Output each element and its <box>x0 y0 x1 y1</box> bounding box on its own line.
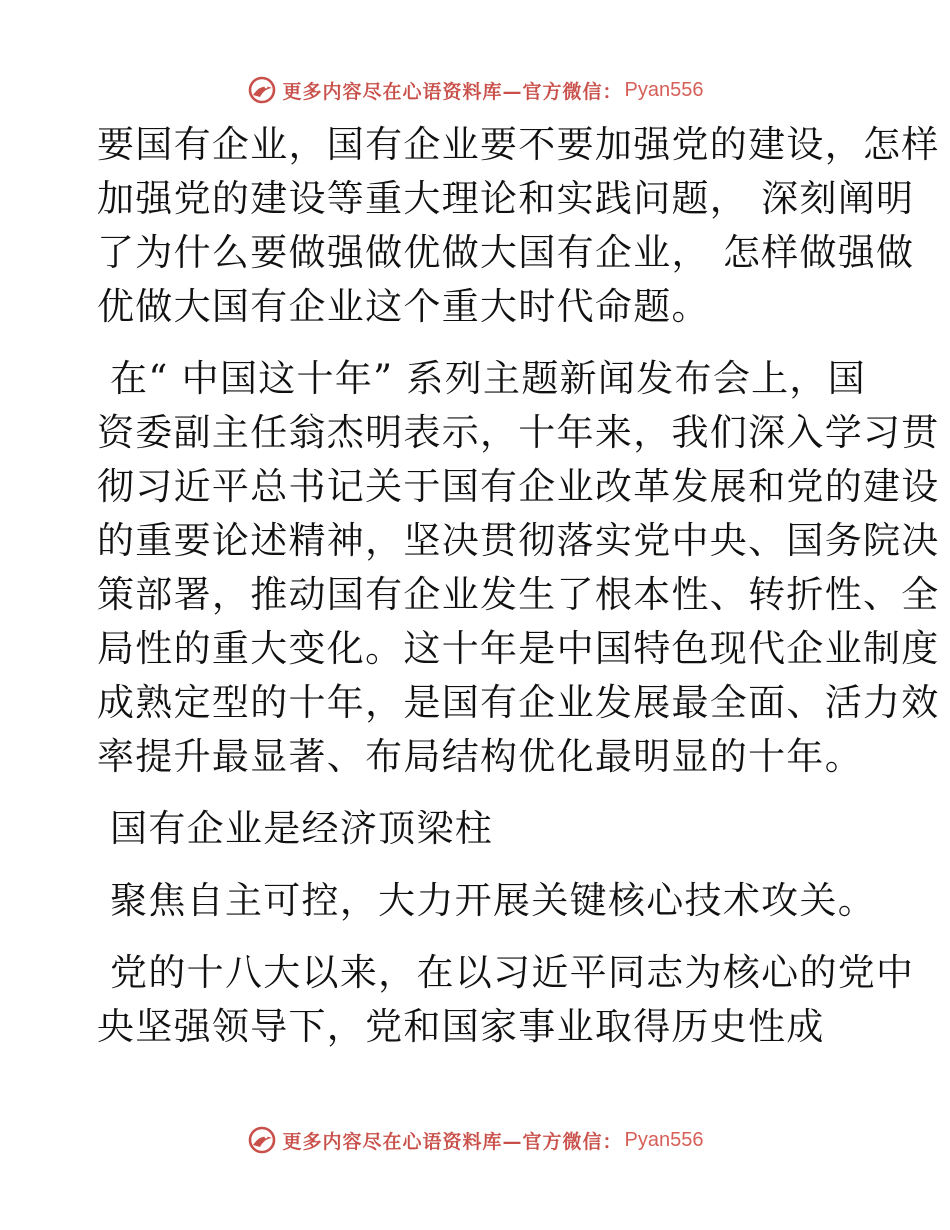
text-line: 国有企业是经济顶梁柱 <box>97 807 494 850</box>
text-line: 优做大国有企业这个重大时代命题。 <box>97 285 710 328</box>
text-line: 局性的重大变化。这十年是中国特色现代企业制度 <box>97 627 940 670</box>
footer-banner <box>0 1120 950 1160</box>
section-heading <box>97 802 857 856</box>
paragraph <box>97 946 915 1054</box>
fish-circle-icon <box>247 1125 277 1155</box>
text-line: 在“ 中国这十年” 系列主题新闻发布会上，国 <box>97 357 867 400</box>
banner-wechat-id: Pyan556 <box>624 78 704 101</box>
text-line: 策部署，推动国有企业发生了根本性、转折性、全 <box>97 573 940 616</box>
text-line: 了为什么要做强做优做大国有企业， 怎样做强做 <box>97 231 915 274</box>
text-line: 成熟定型的十年，是国有企业发展最全面、活力效 <box>97 681 940 724</box>
text-line: 的重要论述精神，坚决贯彻落实党中央、国务院决 <box>97 519 940 562</box>
header-banner <box>0 70 950 110</box>
banner-text: 更多内容尽在心语资料库—官方微信： <box>282 80 623 103</box>
paragraph <box>97 118 940 334</box>
text-line: 率提升最显著、布局结构优化最明显的十年。 <box>97 735 863 778</box>
text-line: 党的十八大以来，在以习近平同志为核心的党中 <box>97 951 915 994</box>
banner-text: 更多内容尽在心语资料库—官方微信： <box>282 1130 623 1153</box>
text-line: 央坚强领导下，党和国家事业取得历史性成 <box>97 1005 825 1048</box>
text-line: 要国有企业，国有企业要不要加强党的建设，怎样 <box>97 123 940 166</box>
banner-wechat-id: Pyan556 <box>624 1128 704 1151</box>
paragraph <box>97 874 877 928</box>
text-line: 聚焦自主可控，大力开展关键核心技术攻关。 <box>97 879 877 922</box>
text-line: 资委副主任翁杰明表示，十年来，我们深入学习贯 <box>97 411 940 454</box>
paragraph <box>97 352 940 784</box>
document-body <box>97 118 940 1072</box>
fish-circle-icon <box>247 75 277 105</box>
text-line: 彻习近平总书记关于国有企业改革发展和党的建设 <box>97 465 940 508</box>
text-line: 加强党的建设等重大理论和实践问题， 深刻阐明 <box>97 177 915 220</box>
